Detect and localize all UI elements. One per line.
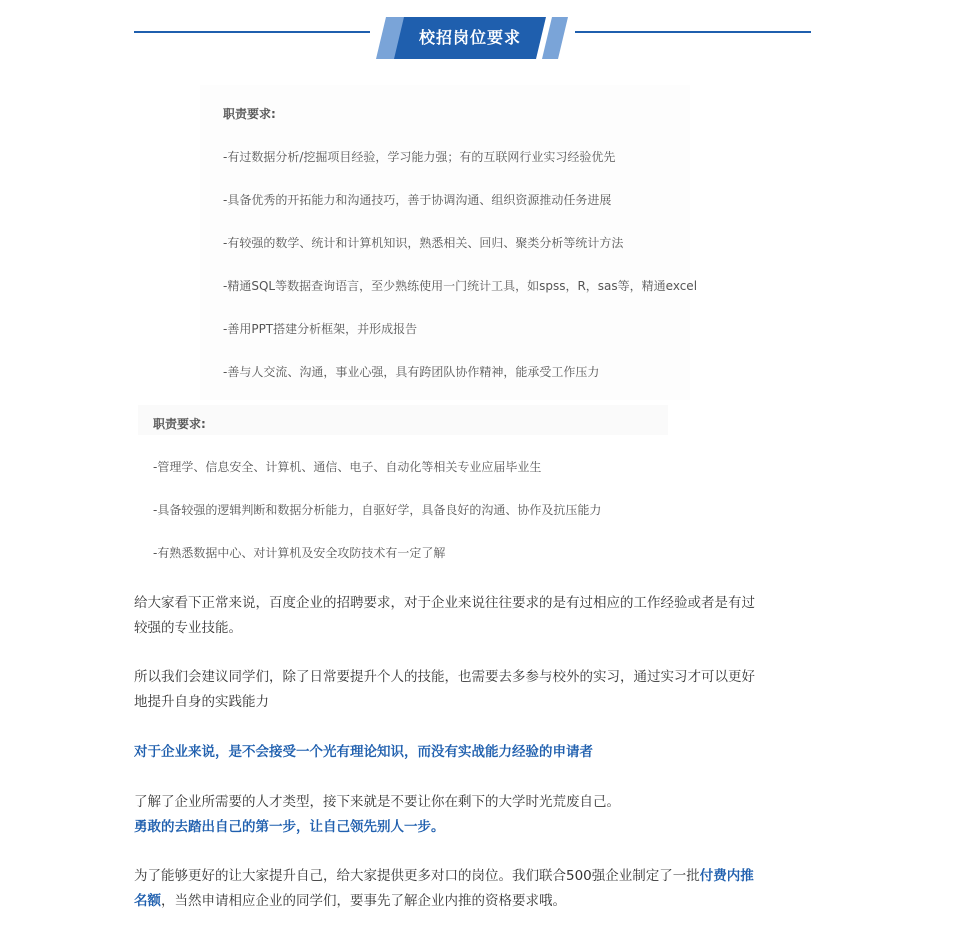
paragraph-4-line-2: 勇敢的去踏出自己的第一步，让自己领先别人一步。 [134, 819, 445, 835]
paragraph-5-text: 为了能够更好的让大家提升自己，给大家提供更多对口的岗位。我们联合500强企业制定了一批 [134, 868, 700, 884]
requirements-block-2 [138, 405, 668, 435]
header-banner [372, 17, 568, 59]
paragraph-2-line-1: 所以我们会建议同学们，除了日常要提升个人的技能，也需要去多参与校外的实习，通过实习才可以更好 [134, 669, 755, 685]
section-header [0, 0, 971, 70]
paragraph-2 [134, 665, 814, 715]
requirement-item: -有较强的数学、统计和计算机知识，熟悉相关、回归、聚类分析等统计方法 [223, 236, 624, 250]
requirement-item: -有熟悉数据中心、对计算机及安全攻防技术有一定了解 [153, 546, 446, 560]
requirement-item: -精通SQL等数据查询语言，至少熟练使用一门统计工具，如spss，R，sas等，精通excel [223, 279, 698, 293]
paragraph-1 [134, 591, 814, 641]
header-divider-right [575, 31, 811, 33]
requirement-item: -具备优秀的开拓能力和沟通技巧，善于协调沟通、组织资源推动任务进展 [223, 193, 612, 207]
requirement-item: -管理学、信息安全、计算机、通信、电子、自动化等相关专业应届毕业生 [153, 460, 542, 474]
requirement-item: -具备较强的逻辑判断和数据分析能力，自驱好学，具备良好的沟通、协作及抗压能力 [153, 503, 602, 517]
requirement-item: -有过数据分析/挖掘项目经验，学习能力强；有的互联网行业实习经验优先 [223, 150, 616, 164]
paragraph-1-line-1: 给大家看下正常来说，百度企业的招聘要求，对于企业来说往往要求的是有过相应的工作经验或者是有过 [134, 595, 755, 611]
paragraph-5 [134, 864, 814, 914]
paid-referral-link-cont[interactable]: 名额 [134, 893, 161, 909]
paragraph-2-line-2: 地提升自身的实践能力 [134, 694, 269, 710]
paragraph-4-line-1: 了解了企业所需要的人才类型，接下来就是不要让你在剩下的大学时光荒废自己。 [134, 794, 620, 810]
paragraph-4 [134, 790, 814, 840]
requirement-item: -善与人交流、沟通，事业心强，具有跨团队协作精神，能承受工作压力 [223, 365, 600, 379]
paid-referral-link[interactable]: 付费内推 [699, 868, 754, 884]
paragraph-5-line-1 [134, 864, 814, 889]
paragraph-1-line-2: 较强的专业技能。 [134, 620, 242, 636]
highlight-statement: 对于企业来说，是不会接受一个光有理论知识，而没有实战能力经验的申请者 [134, 744, 593, 760]
requirements-title-1: 职责要求: [223, 107, 276, 121]
paragraph-5-text-cont: ，当然申请相应企业的同学们，要事先了解企业内推的资格要求哦。 [161, 893, 566, 909]
requirements-title-2: 职责要求: [153, 417, 206, 431]
requirement-item: -善用PPT搭建分析框架，并形成报告 [223, 322, 418, 336]
page-title: 校招岗位要求 [418, 28, 521, 47]
header-divider-left [134, 31, 370, 33]
paragraph-5-line-2 [134, 889, 814, 914]
